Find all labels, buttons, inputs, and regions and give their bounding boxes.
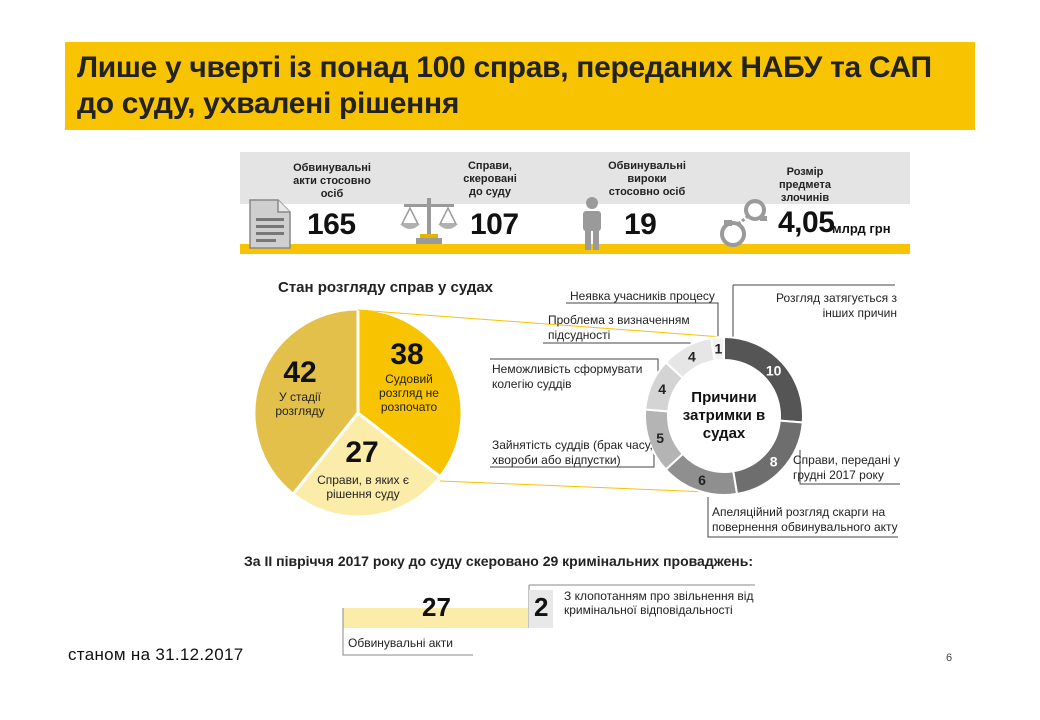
donut-value-3: 5: [656, 429, 665, 446]
donut-label-other-reasons: Розгляд затягується з інших причин: [776, 291, 897, 320]
pie-label-decided: Справи, в яких є рішення суду: [317, 473, 409, 501]
donut-label-jurisdiction: Проблема з визначенням підсудності: [548, 313, 690, 342]
donut-value-0: 10: [765, 362, 782, 379]
stat-value-verdicts: 19: [624, 208, 657, 241]
pie-label-in-review: У стадії розгляду: [275, 390, 325, 418]
donut-value-5: 4: [687, 348, 696, 365]
bar-label-release: З клопотанням про звільнення від кримінальної відповідальності: [564, 589, 754, 617]
stat-label-amount: Розмір предмета злочинів: [778, 166, 832, 204]
stat-label-cases: Справи, скеровані до суду: [463, 160, 517, 198]
donut-center-label: Причини затримки в судах: [682, 389, 766, 442]
donut-label-appeal: Апеляційний розгляд скарги на повернення обвинувального акту: [712, 505, 898, 534]
stat-value-cases: 107: [470, 208, 519, 241]
pie-value-decided: 27: [345, 436, 379, 469]
donut-value-4: 4: [658, 380, 667, 397]
pie-value-not-started: 38: [390, 338, 424, 371]
pie-label-not-started: Судовий розгляд не розпочато: [379, 372, 439, 414]
stat-unit-amount: млрд грн: [832, 221, 891, 236]
bar-value-release: 2: [534, 592, 549, 622]
pie-value-in-review: 42: [283, 356, 317, 389]
bar-label-indictments: Обвинувальні акти: [348, 636, 453, 650]
bar-value-indictments: 27: [422, 592, 451, 622]
stat-label-indictments: Обвинувальні акти стосовно осіб: [293, 162, 371, 200]
stat-value-amount: 4,05: [778, 206, 835, 239]
bar-title: За ІІ півріччя 2017 року до суду скеровано 29 кримінальних проваджень:: [244, 553, 753, 569]
donut-value-2: 6: [698, 471, 706, 488]
page-number: 6: [946, 652, 953, 664]
donut-value-6: 1: [714, 340, 723, 357]
donut-label-judges-busy: Зайнятість суддів (брак часу, хвороби або відпустки): [492, 438, 653, 467]
pie-title: Стан розгляду справ у судах: [278, 279, 494, 296]
stat-value-indictments: 165: [307, 208, 356, 241]
donut-label-december: Справи, передані у грудні 2017 року: [793, 453, 900, 482]
footer-date: станом на 31.12.2017: [68, 645, 244, 664]
stat-label-verdicts: Обвинувальні вироки стосовно осіб: [608, 160, 686, 198]
donut-label-no-show: Неявка учасників процесу: [570, 289, 715, 303]
page-title: Лише у чверті із понад 100 справ, переданих НАБУ та САП до суду, ухвалені рішення: [77, 51, 932, 120]
donut-value-1: 8: [769, 453, 778, 470]
donut-label-no-panel: Неможливість сформувати колегію суддів: [492, 362, 643, 391]
